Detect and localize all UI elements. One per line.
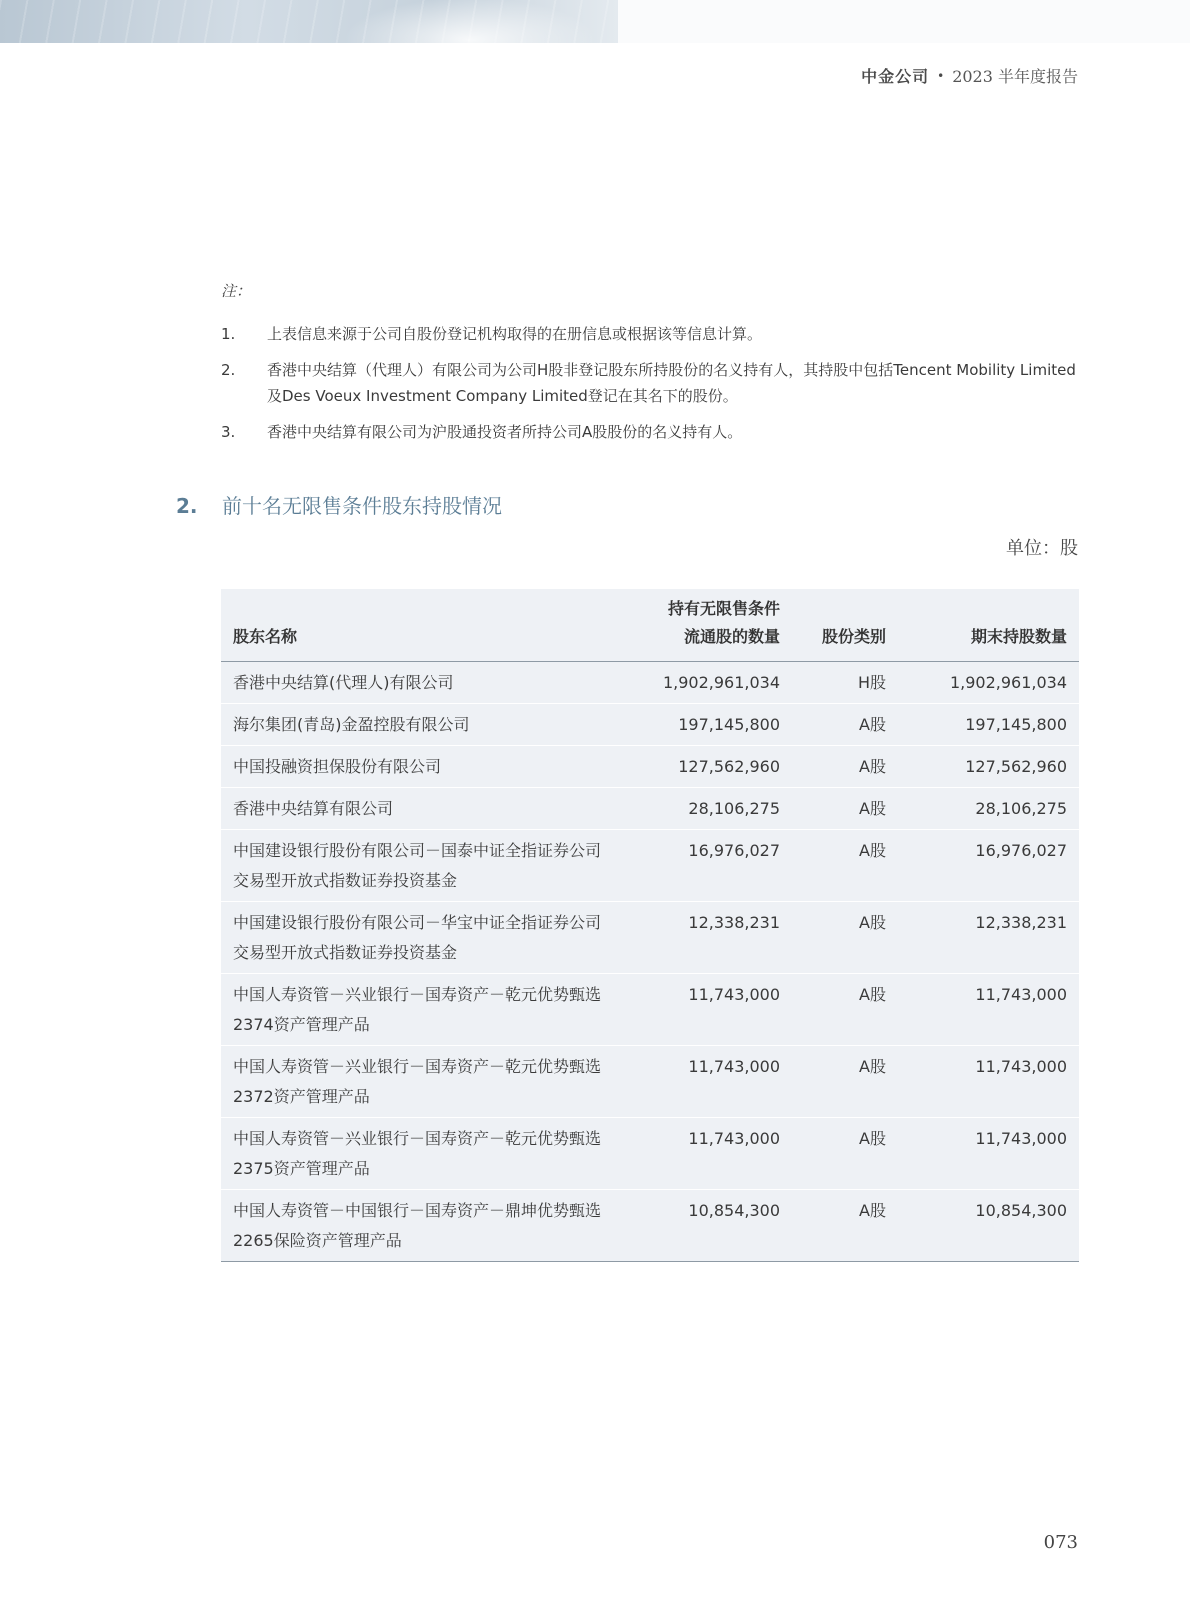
- header-banner: [0, 0, 1190, 43]
- cell-qty: 11,743,000: [620, 1118, 792, 1190]
- header-share-type: 股份类别: [792, 589, 914, 662]
- note-item: [221, 419, 1079, 445]
- section-number: 2.: [176, 494, 198, 518]
- cell-name: 中国建设银行股份有限公司－华宝中证全指证券公司交易型开放式指数证券投资基金: [221, 902, 620, 974]
- banner-decoration: [0, 0, 618, 43]
- note-text: 香港中央结算有限公司为沪股通投资者所持公司A股股份的名义持有人。: [267, 423, 743, 441]
- cell-name: 中国人寿资管－中国银行－国寿资产－鼎坤优势甄选2265保险资产管理产品: [221, 1190, 620, 1262]
- page-number: 073: [1043, 1532, 1078, 1553]
- cell-type: A股: [792, 746, 914, 788]
- cell-end: 16,976,027: [914, 830, 1079, 902]
- table-row: [221, 662, 1079, 704]
- section-heading: [176, 490, 502, 519]
- cell-qty: 11,743,000: [620, 1046, 792, 1118]
- report-title: 2023 半年度报告: [952, 67, 1078, 86]
- table-row: [221, 788, 1079, 830]
- cell-end: 28,106,275: [914, 788, 1079, 830]
- note-item: [221, 357, 1079, 409]
- cell-end: 11,743,000: [914, 974, 1079, 1046]
- cell-name: 香港中央结算有限公司: [221, 788, 620, 830]
- running-header: [861, 64, 1078, 87]
- table-row: [221, 1118, 1079, 1190]
- cell-type: A股: [792, 704, 914, 746]
- cell-qty: 11,743,000: [620, 974, 792, 1046]
- cell-qty: 28,106,275: [620, 788, 792, 830]
- table-row: [221, 704, 1079, 746]
- shareholders-table: [221, 589, 1079, 1262]
- notes-title: 注：: [221, 282, 252, 300]
- cell-name: 中国人寿资管－兴业银行－国寿资产－乾元优势甄选2375资产管理产品: [221, 1118, 620, 1190]
- table-row: [221, 830, 1079, 902]
- cell-name: 海尔集团(青岛)金盈控股有限公司: [221, 704, 620, 746]
- note-number: 3.: [221, 423, 236, 441]
- header-separator: •: [937, 69, 945, 83]
- section-title: 前十名无限售条件股东持股情况: [222, 494, 502, 518]
- company-name: 中金公司: [861, 67, 930, 86]
- cell-qty: 1,902,961,034: [620, 662, 792, 704]
- notes-block: [221, 280, 1079, 455]
- note-number: 1.: [221, 325, 236, 343]
- cell-end: 127,562,960: [914, 746, 1079, 788]
- cell-type: A股: [792, 1046, 914, 1118]
- cell-end: 10,854,300: [914, 1190, 1079, 1262]
- note-number: 2.: [221, 361, 236, 379]
- cell-qty: 197,145,800: [620, 704, 792, 746]
- cell-qty: 16,976,027: [620, 830, 792, 902]
- header-qty-line1: 持有无限售条件: [667, 599, 780, 618]
- cell-name: 中国投融资担保股份有限公司: [221, 746, 620, 788]
- cell-type: A股: [792, 974, 914, 1046]
- header-end-holding: 期末持股数量: [914, 589, 1079, 662]
- cell-end: 11,743,000: [914, 1118, 1079, 1190]
- table-row: [221, 1190, 1079, 1262]
- cell-type: A股: [792, 788, 914, 830]
- header-qty-line2: 流通股的数量: [683, 627, 780, 646]
- cell-qty: 12,338,231: [620, 902, 792, 974]
- cell-type: A股: [792, 1118, 914, 1190]
- cell-end: 1,902,961,034: [914, 662, 1079, 704]
- table-row: [221, 902, 1079, 974]
- cell-end: 12,338,231: [914, 902, 1079, 974]
- cell-name: 中国建设银行股份有限公司－国泰中证全指证券公司交易型开放式指数证券投资基金: [221, 830, 620, 902]
- note-item: [221, 321, 1079, 347]
- cell-type: A股: [792, 902, 914, 974]
- cell-end: 197,145,800: [914, 704, 1079, 746]
- cell-qty: 127,562,960: [620, 746, 792, 788]
- cell-type: A股: [792, 1190, 914, 1262]
- note-text: 香港中央结算（代理人）有限公司为公司H股非登记股东所持股份的名义持有人，其持股中包括Tencent Mobility Limited及Des Voeux Investment Company Limited登记在其名下的股份。: [267, 361, 1076, 405]
- table-row: [221, 746, 1079, 788]
- cell-end: 11,743,000: [914, 1046, 1079, 1118]
- header-shareholder-name: 股东名称: [221, 589, 620, 662]
- unit-label: 单位：股: [1006, 538, 1078, 559]
- cell-name: 香港中央结算(代理人)有限公司: [221, 662, 620, 704]
- cell-type: H股: [792, 662, 914, 704]
- cell-name: 中国人寿资管－兴业银行－国寿资产－乾元优势甄选2372资产管理产品: [221, 1046, 620, 1118]
- cell-qty: 10,854,300: [620, 1190, 792, 1262]
- cell-name: 中国人寿资管－兴业银行－国寿资产－乾元优势甄选2374资产管理产品: [221, 974, 620, 1046]
- table-row: [221, 974, 1079, 1046]
- cell-type: A股: [792, 830, 914, 902]
- note-text: 上表信息来源于公司自股份登记机构取得的在册信息或根据该等信息计算。: [267, 325, 763, 343]
- table-row: [221, 1046, 1079, 1118]
- table-header-row: [221, 589, 1079, 662]
- header-unrestricted-qty: [620, 589, 792, 662]
